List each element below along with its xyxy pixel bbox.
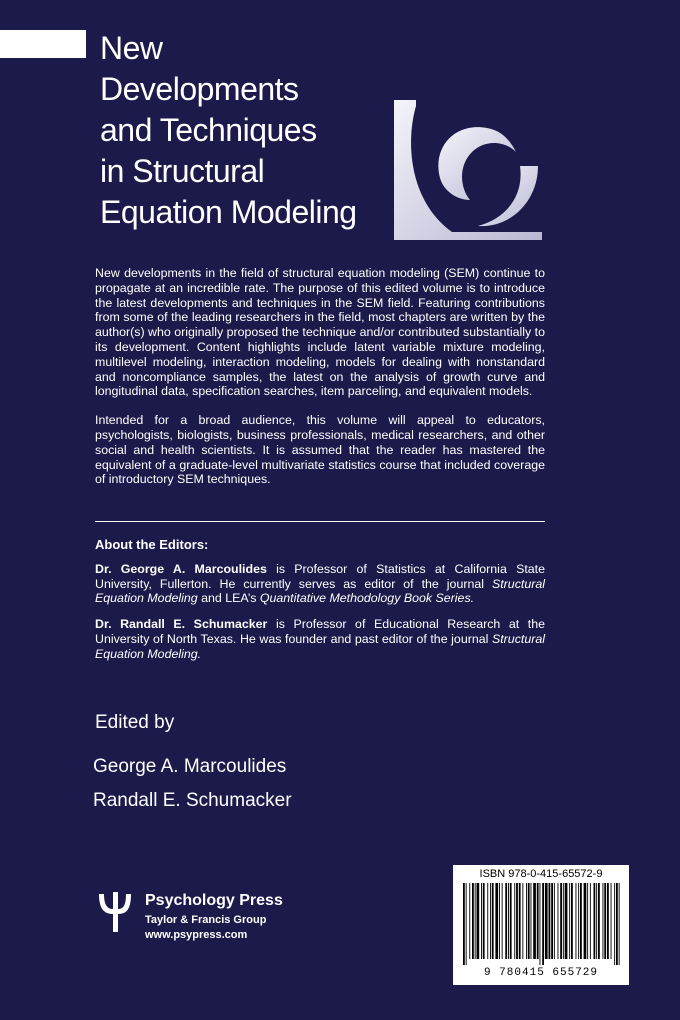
about-editors <box>95 538 545 673</box>
barcode-bars <box>461 883 621 965</box>
barcode-bar <box>533 883 536 959</box>
book-title <box>100 28 400 233</box>
title-line-4: in Structural <box>100 153 265 189</box>
barcode-bar <box>519 883 521 959</box>
barcode-bar <box>545 883 548 959</box>
editor1-bio <box>95 562 545 606</box>
barcode-bar <box>528 883 530 959</box>
editor2-bio <box>95 617 545 661</box>
barcode-bar <box>554 883 555 959</box>
editor2-name: Dr. Randall E. Schumacker <box>95 617 268 632</box>
barcode-bar <box>614 883 615 965</box>
description-paragraph-2: Intended for a broad audience, this volume will appeal to educators, psychologists, biologists, business professionals, medical researchers, and other social and health scientists. It is assumed that the reader has mastered the equivalent of a graduate-level multivariate statistics course that included coverage of introductory SEM techniques. <box>95 413 545 487</box>
barcode-bar <box>463 883 465 965</box>
barcode-bar <box>510 883 512 959</box>
barcode-bar <box>604 883 606 959</box>
barcode-bar <box>542 883 544 965</box>
editor1-text-1: is Professor of Statistics at California State University, Fullerton. He currently serves as editor of the journal <box>95 561 545 591</box>
publisher-name: Psychology Press <box>145 892 283 909</box>
psi-logo-icon <box>95 888 135 932</box>
barcode-bar <box>472 883 474 959</box>
editor1-journal: Structural Equation Modeling <box>95 576 545 606</box>
barcode-bar <box>578 883 579 959</box>
editor-name-1: George A. Marcoulides <box>93 756 287 777</box>
barcode-bar <box>514 883 515 959</box>
title-line-1: New <box>100 30 163 66</box>
barcode-bar <box>584 883 587 959</box>
barcode-bar <box>469 883 470 959</box>
publisher-group: Taylor & Francis Group <box>145 914 267 926</box>
barcode-bar <box>475 883 476 959</box>
barcode-bar <box>596 883 597 959</box>
isbn-barcode <box>453 865 629 985</box>
divider <box>95 521 545 522</box>
barcode-bar <box>487 883 488 959</box>
barcode-bar <box>598 883 600 959</box>
barcode-bar <box>505 883 507 959</box>
barcode-bar <box>508 883 509 959</box>
publisher-block <box>95 888 325 948</box>
barcode-bar <box>558 883 559 959</box>
title-line-5: Equation Modeling <box>100 194 357 230</box>
editor1-name: Dr. George A. Marcoulides <box>95 561 267 576</box>
barcode-bar <box>499 883 500 959</box>
barcode-bar <box>607 883 609 959</box>
barcode-bar <box>522 883 523 959</box>
barcode-bar <box>563 883 564 959</box>
barcode-bar <box>571 883 573 959</box>
barcode-bar <box>611 883 612 959</box>
barcode-bar <box>502 883 503 959</box>
editor1-text-2: and LEA’s <box>197 591 260 606</box>
barcode-bar <box>492 883 494 959</box>
editor2-text-1: is Professor of Educational Research at the University of North Texas. He was founder and past editor of the journal <box>95 617 545 646</box>
barcode-bar <box>603 883 604 959</box>
barcode-bar <box>580 883 582 959</box>
title-line-3: and Techniques <box>100 112 317 148</box>
barcode-bar <box>526 883 527 959</box>
barcode-bar <box>569 883 570 959</box>
barcode-bar <box>619 883 620 965</box>
barcode-bar <box>481 883 482 959</box>
barcode-bar <box>560 883 562 959</box>
barcode-bar <box>616 883 618 965</box>
barcode-bar <box>495 883 498 959</box>
description <box>95 266 545 501</box>
barcode-bar <box>594 883 596 959</box>
barcode-bar <box>565 883 568 959</box>
isbn-label: ISBN 978-0-415-65572-9 <box>479 868 603 880</box>
series-logo-icon <box>392 100 542 240</box>
editor-name-2: Randall E. Schumacker <box>93 790 292 811</box>
title-line-2: Developments <box>100 71 299 107</box>
editor1-series: Quantitative Methodology Book Series. <box>259 591 475 606</box>
barcode-bar <box>590 883 591 959</box>
barcode-bar <box>576 883 577 959</box>
publisher-url: www.psypress.com <box>145 929 248 941</box>
barcode-digits: 9 780415 655729 <box>483 967 599 979</box>
barcode-bar <box>540 883 541 965</box>
barcode-bar <box>531 883 532 959</box>
barcode-bar <box>490 883 491 959</box>
accent-bar <box>0 30 86 58</box>
barcode-bar <box>551 883 553 959</box>
barcode-bar <box>466 883 467 965</box>
barcode-bar <box>587 883 588 959</box>
edited-by-label: Edited by <box>95 712 175 733</box>
barcode-bar <box>537 883 539 959</box>
barcode-bar <box>477 883 480 959</box>
barcode-bar <box>483 883 485 959</box>
description-paragraph-1: New developments in the field of structural equation modeling (SEM) continue to propagate at an incredible rate. The purpose of this edited volume is to introduce the latest developments and techniques in the SEM field. Featuring contributions from some of the leading researchers in the field, most chapters are written by the author(s) who originally proposed the technique and/or contributed substantially to its development. Content highlights include latent variable mixture modeling, multilevel modeling, interaction modeling, models for dealing with nonstandard and noncompliance samples, the latest on the analysis of growth curve and longitudinal data, specification searches, item parceling, and equivalent models. <box>95 266 545 399</box>
barcode-bar <box>549 883 551 959</box>
barcode-bar <box>516 883 518 959</box>
editor2-journal: Structural Equation Modeling. <box>95 631 545 661</box>
about-heading: About the Editors: <box>95 537 209 552</box>
